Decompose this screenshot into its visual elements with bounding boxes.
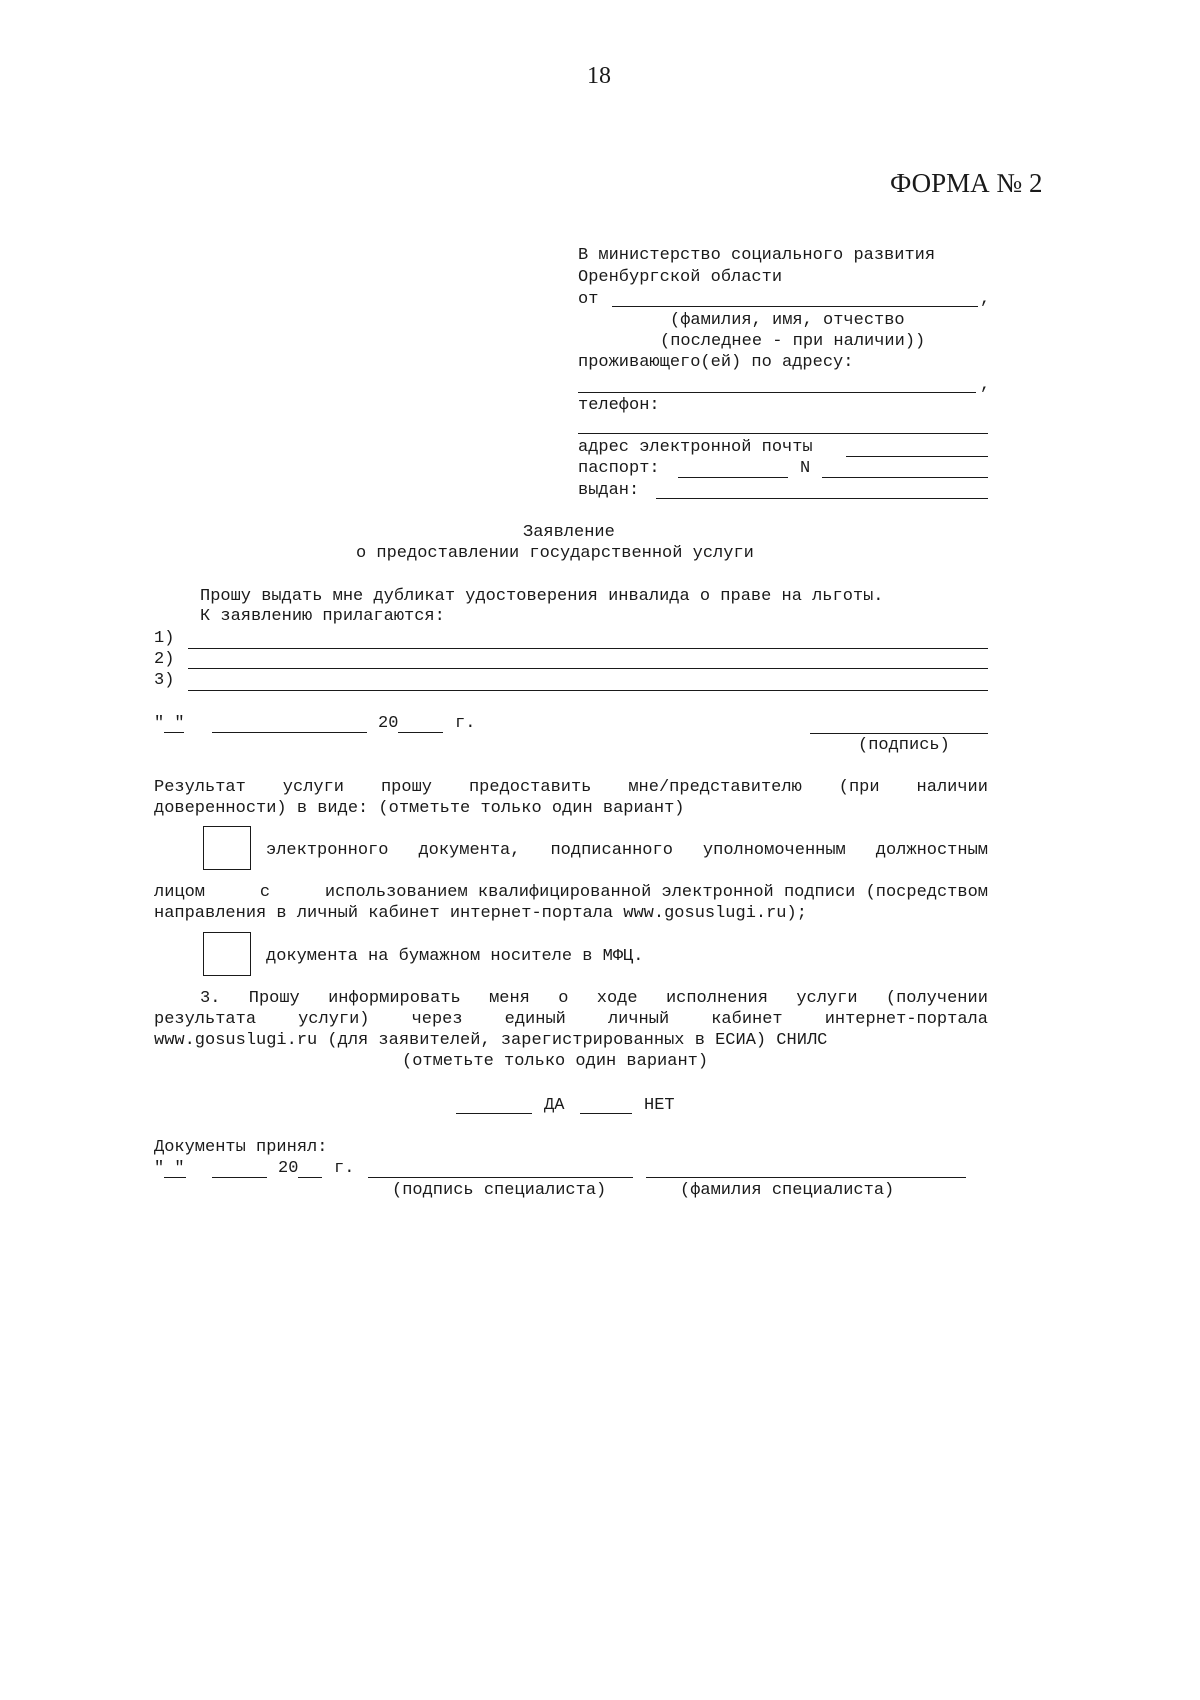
option-word: уполномоченным — [702, 841, 846, 860]
result-word: (при — [838, 778, 880, 797]
inform-word: Прошу — [248, 989, 300, 1008]
option-word: документа, — [418, 841, 521, 860]
attachment-number: 3) — [154, 671, 175, 690]
footer-date-quote: " " — [154, 1159, 185, 1178]
applicant-name-field[interactable] — [612, 306, 978, 307]
no-answer-field[interactable] — [580, 1113, 632, 1114]
option-word: лицом — [154, 883, 206, 902]
option-word: электронного — [266, 841, 389, 860]
passport-series-field[interactable] — [678, 477, 788, 478]
document-subtitle: о предоставлении государственной услуги — [356, 544, 754, 563]
passport-number-field[interactable] — [822, 477, 988, 478]
inform-word: услуги) — [298, 1010, 370, 1029]
attachment-number: 2) — [154, 650, 175, 669]
specialist-signature-field[interactable] — [368, 1177, 633, 1178]
paper-document-checkbox[interactable] — [203, 932, 251, 976]
from-label: от — [578, 290, 599, 309]
attachment-field-2[interactable] — [188, 668, 988, 669]
address-field[interactable] — [578, 392, 976, 393]
attachment-number: 1) — [154, 629, 175, 648]
result-word: прошу — [380, 778, 432, 797]
electronic-document-checkbox[interactable] — [203, 826, 251, 870]
inform-line-1 — [200, 988, 988, 1010]
specialist-signature-hint: (подпись специалиста) — [392, 1181, 607, 1200]
footer-date-year-prefix: 20 — [278, 1159, 299, 1178]
option-paper-text: документа на бумажном носителе в МФЦ. — [266, 947, 644, 966]
attachment-field-1[interactable] — [188, 648, 988, 649]
signature-hint: (подпись) — [858, 736, 950, 755]
specialist-name-hint: (фамилия специалиста) — [680, 1181, 895, 1200]
date-day-field[interactable] — [164, 732, 184, 733]
passport-number-label: N — [800, 459, 811, 478]
inform-word: о — [558, 989, 569, 1008]
date-quote: " " — [154, 714, 185, 733]
inform-line-4: (отметьте только один вариант) — [402, 1052, 709, 1071]
name-hint-2: (последнее - при наличии)) — [660, 332, 926, 351]
comma: , — [980, 290, 991, 309]
specialist-name-field[interactable] — [646, 1177, 966, 1178]
signature-field[interactable] — [810, 733, 988, 734]
inform-word: интернет-портала — [824, 1010, 988, 1029]
accepted-label: Документы принял: — [154, 1138, 328, 1157]
result-word: предоставить — [468, 778, 592, 797]
footer-date-year-suffix: г. — [334, 1159, 355, 1178]
result-word: Результат — [154, 778, 246, 797]
option-electronic-line-2 — [154, 882, 988, 904]
option-word: использованием квалифицированной электронной подписи (посредством — [324, 883, 988, 902]
inform-word: ходе — [596, 989, 638, 1008]
form-title: ФОРМА № 2 — [890, 168, 1043, 198]
option-word: должностным — [875, 841, 988, 860]
result-line-1 — [154, 777, 988, 799]
result-word: наличии — [916, 778, 988, 797]
page-number: 18 — [587, 63, 611, 89]
attachments-label: К заявлению прилагаются: — [200, 607, 445, 626]
issued-by-field[interactable] — [656, 498, 988, 499]
yes-label: ДА — [544, 1096, 565, 1115]
request-text: Прошу выдать мне дубликат удостоверения инвалида о праве на льготы. — [200, 587, 884, 606]
address-label: проживающего(ей) по адресу: — [578, 353, 854, 372]
document-title: Заявление — [523, 523, 615, 542]
inform-word: услуги — [796, 989, 858, 1008]
inform-word: результата — [154, 1010, 257, 1029]
date-month-field[interactable] — [212, 732, 367, 733]
email-label: адрес электронной почты — [578, 438, 813, 457]
addressee-line2: Оренбургской области — [578, 268, 783, 287]
option-electronic-line-1 — [266, 840, 988, 862]
inform-word: информировать — [328, 989, 461, 1008]
inform-word: кабинет — [711, 1010, 783, 1029]
yes-answer-field[interactable] — [456, 1113, 532, 1114]
inform-word: через — [411, 1010, 463, 1029]
inform-word: личный — [607, 1010, 670, 1029]
option-word: с — [259, 883, 271, 902]
date-year-field[interactable] — [398, 732, 443, 733]
result-word: услуги — [282, 778, 345, 797]
name-hint-1: (фамилия, имя, отчество — [670, 311, 905, 330]
footer-date-month-field[interactable] — [212, 1177, 267, 1178]
result-line-2: доверенности) в виде: (отметьте только один вариант) — [154, 799, 685, 818]
result-word: мне/представителю — [628, 778, 802, 797]
passport-label: паспорт: — [578, 459, 660, 478]
inform-word: меня — [489, 989, 530, 1008]
attachment-field-3[interactable] — [188, 690, 988, 691]
phone-label: телефон: — [578, 396, 660, 415]
no-label: НЕТ — [644, 1096, 675, 1115]
footer-date-day-field[interactable] — [164, 1177, 186, 1178]
inform-word: 3. — [200, 989, 221, 1008]
issued-label: выдан: — [578, 481, 640, 500]
inform-line-3: www.gosuslugi.ru (для заявителей, зарегистрированных в ЕСИА) СНИЛС — [154, 1031, 828, 1050]
date-year-suffix: г. — [455, 714, 476, 733]
inform-word: единый — [504, 1010, 566, 1029]
addressee-line1: В министерство социального развития — [578, 246, 936, 265]
comma: , — [980, 376, 991, 395]
inform-word: (получении — [885, 989, 988, 1008]
phone-field[interactable] — [578, 433, 988, 434]
date-year-prefix: 20 — [378, 714, 399, 733]
inform-word: исполнения — [665, 989, 768, 1008]
email-field[interactable] — [846, 456, 988, 457]
inform-line-2 — [154, 1009, 988, 1031]
option-word: подписанного — [550, 841, 673, 860]
footer-date-year-field[interactable] — [298, 1177, 322, 1178]
option-electronic-line-3: направления в личный кабинет интернет-портала www.gosuslugi.ru); — [154, 904, 807, 923]
